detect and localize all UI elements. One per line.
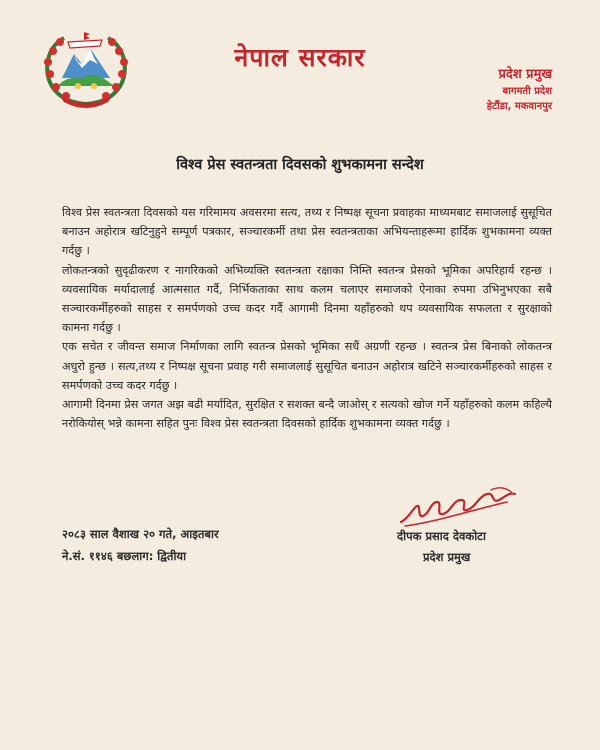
paragraph: आगामी दिनमा प्रेस जगत अझ बढी मर्यादित, सुरक्षित र सशक्त बन्दै जाओस् र सत्यको खोज गर्ने यहाँहरुको कलम कहिल्यै नरोकियोस् भन्ने कामना सहित पुनः विश्व प्रेस स्वतन्त्रता दिवसको हार्दिक शुभकामना व्यक्त गर्दछु । (62, 398, 552, 431)
signatory-name: दीपक प्रसाद देवकोटा (397, 529, 486, 543)
government-title: नेपाल सरकार (234, 43, 366, 72)
signatory-role: प्रदेश प्रमुख (423, 550, 471, 564)
nepal-sambat-line: ने.सं. ११४६ बछलाग: द्वितीया (62, 549, 187, 563)
letter-body (62, 203, 552, 433)
letter-subject: विश्व प्रेस स्वतन्त्रता दिवसको शुभकामना सन्देश (176, 157, 424, 173)
office-province: बागमती प्रदेश (502, 86, 552, 97)
signatory-block (397, 526, 486, 568)
office-address: हेटौंडा, मकवानपुर (486, 101, 552, 112)
paragraph: लोकतन्त्रको सुदृढीकरण र नागरिकको अभिव्यक्ति स्वतन्त्रता रक्षाका निम्ति स्वतन्त्र प्रेसको भूमिका अपरिहार्य रहन्छ । व्यवसायिक मर्यादालाई आत्मसात गर्दै, निर्भिकताका साथ कलम चलाएर समाजको ऐनाका रुपमा उभिनुभएका सबै सञ्चारकर्मीहरुको साहस र समर्पणको उच्च कदर गर्दै आगामी दिनमा यहाँहरुको थप व्यवसायिक सफलता र सुरक्षाको कामना गर्दछु । (62, 263, 552, 335)
date-block (62, 523, 219, 567)
date-line: २०८३ साल वैशाख २० गते, आइतबार (62, 527, 219, 541)
paragraph: एक सचेत र जीवन्त समाज निर्माणका लागि स्वतन्त्र प्रेसको भूमिका सधैं अग्रणी रहन्छ । स्वतन्त्र प्रेस बिनाको लोकतन्त्र अधुरो हुन्छ । सत्य,तथ्य र निष्पक्ष सूचना प्रवाह गरी समाजलाई सुसूचित बनाउन अहोरात्र खटिने सञ्चारकर्मीहरुको साहस र समर्पणको उच्च कदर गर्दछु । (62, 340, 552, 392)
office-block (487, 66, 552, 114)
signature-icon (395, 482, 525, 532)
office-designation: प्रदेश प्रमुख (498, 67, 552, 82)
paragraph: विश्व प्रेस स्वतन्त्रता दिवसको यस गरिमामय अवसरमा सत्य, तथ्य र निष्पक्ष सूचना प्रवाहका माध्यमबाट समाजलाई सुसूचित बनाउन अहोरात्र खटिनुहुने सम्पूर्ण पत्रकार, सञ्चारकर्मी तथा प्रेस स्वतन्त्रताका अभियन्ताहरूमा हार्दिक शुभकामना व्यक्त गर्दछु । (62, 206, 552, 258)
